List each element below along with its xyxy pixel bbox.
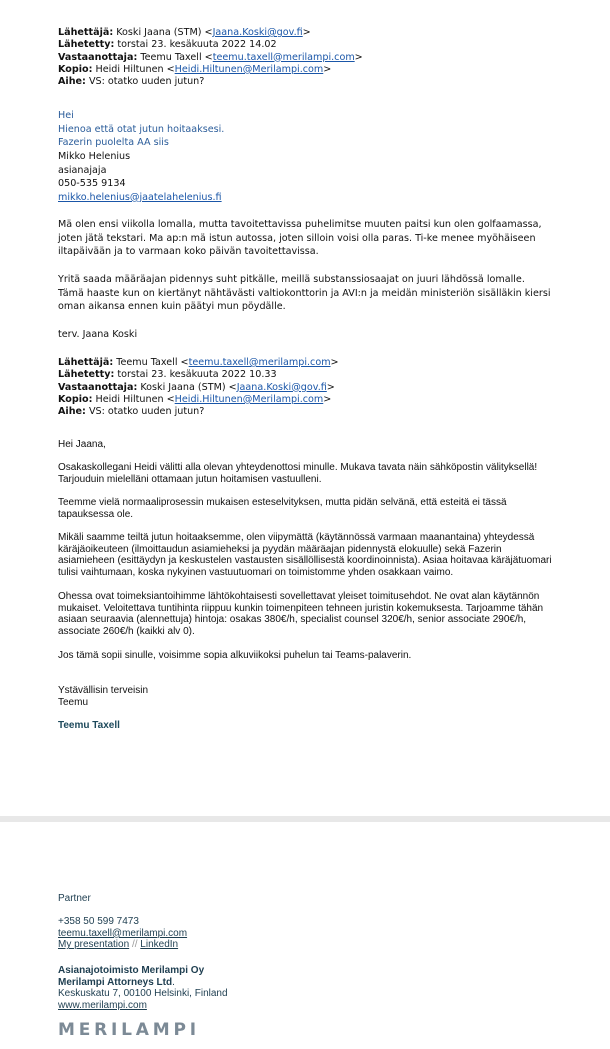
page-break-divider xyxy=(0,816,610,822)
cc-email-link[interactable]: Heidi.Hiltunen@Merilampi.com xyxy=(174,63,324,75)
footer-contact xyxy=(58,916,598,951)
company-address: Keskuskatu 7, 00100 Helsinki, Finland xyxy=(58,988,228,1000)
signature-title: asianajaja xyxy=(58,164,107,176)
link-separator: // xyxy=(131,939,138,951)
signature-email-link[interactable]: mikko.helenius@jaatelahelenius.fi xyxy=(58,191,222,203)
jaana-paragraph: Mä olen ensi viikolla lomalla, mutta tavoitettavissa puhelimitse muuten paitsi kun olen golfaamassa, joten jätä tekstari. Ma ap:n mä istun autossa, joten silloin voisi olla paras. Ti-ke menee myöhäiseen iltapäivään ja to varmaan koko päivän tavoitettavissa. xyxy=(58,219,542,258)
teemu-closing: Ystävällisin terveisin Teemu xyxy=(58,685,149,708)
from-line: Lähettäjä: Koski Jaana (STM) <Jaana.Koski@gov.fi> xyxy=(58,27,311,38)
from-email-link[interactable]: teemu.taxell@merilampi.com xyxy=(188,357,331,368)
sent-line: Lähetetty: torstai 23. kesäkuuta 2022 10.33 xyxy=(58,369,277,381)
jaana-signoff: terv. Jaana Koski xyxy=(58,329,138,340)
from-line: Lähettäjä: Teemu Taxell <teemu.taxell@merilampi.com> xyxy=(58,357,339,368)
teemu-paragraph: Osakaskollegani Heidi välitti alla olevan yhteydenottosi minulle. Mukava tavata näin sähköpostin välityksellä! Tarjouduin mielelläni ottamaan jutun hoitamisen vastuulleni. xyxy=(58,462,538,485)
footer-company xyxy=(58,965,598,1012)
website-link[interactable]: www.merilampi.com xyxy=(58,1000,147,1012)
reply-line: Hei xyxy=(58,110,74,121)
teemu-paragraph: Ohessa ovat toimeksiantoihimme lähtökohtaisesti sovellettavat yleiset toimitusehdot. Ne ovat alan käytännön mukaiset. Veloitettava tuntihinta riippuu kunkin toimenpiteen tehneen juristin kokemuksesta. Tarjoamme tähän asiaan seuraavia (alennettuja) hintoja: osakas 380€/h, specialist counsel 320€/h, senior associate 290€/h, associate 260€/h (kaikki alv 0). xyxy=(58,591,544,637)
cc-line: Kopio: Heidi Hiltunen <Heidi.Hiltunen@Merilampi.com> xyxy=(58,63,332,75)
to-email-link[interactable]: teemu.taxell@merilampi.com xyxy=(212,51,355,63)
presentation-link[interactable]: My presentation xyxy=(58,939,130,951)
subject-line: Aihe: VS: otatko uuden jutun? xyxy=(58,76,205,88)
message-header-1 xyxy=(58,27,598,88)
reply-blue-text xyxy=(58,109,598,150)
footer-phone: +358 50 599 7473 xyxy=(58,916,139,927)
reply-line: Hienoa että otat jutun hoitaaksesi. xyxy=(58,123,225,135)
to-line: Vastaanottaja: Koski Jaana (STM) <Jaana.Koski@gov.fi> xyxy=(58,381,335,393)
from-email-link[interactable]: Jaana.Koski@gov.fi xyxy=(212,27,303,38)
subject-line: Aihe: VS: otatko uuden jutun? xyxy=(58,406,205,418)
footer-role: Partner xyxy=(58,893,91,904)
to-line: Vastaanottaja: Teemu Taxell <teemu.taxell@merilampi.com> xyxy=(58,51,363,63)
linkedin-link[interactable]: LinkedIn xyxy=(140,939,179,951)
message-header-2 xyxy=(58,357,598,418)
signature-name: Mikko Helenius xyxy=(58,151,131,162)
mikko-signature xyxy=(58,150,598,204)
merilampi-logo: MERILAMPI xyxy=(58,1020,200,1040)
jaana-paragraph: Yritä saada määräajan pidennys suht pitkälle, meillä substanssiosaajat on juuri lähdössä lomalle. Tämä haaste kun on kiertänyt nähtävästi valtiokonttorin ja AVI:n ja meidän ministeriön sisälläkin kiersi oman aikansa ennen kuin päätyi mun pöydälle. xyxy=(58,274,551,313)
sent-line: Lähetetty: torstai 23. kesäkuuta 2022 14.02 xyxy=(58,39,277,51)
signature-phone: 050-535 9134 xyxy=(58,178,126,190)
company-name-fi: Asianajotoimisto Merilampi Oy xyxy=(58,965,205,976)
teemu-paragraph: Teemme vielä normaaliprosessin mukaisen esteselvityksen, mutta pidän selvänä, että esteitä ei tässä tapauksessa ole. xyxy=(58,497,507,520)
teemu-paragraph: Mikäli saamme teiltä jutun hoitaaksemme, olen viipymättä (käytännössä varmaan maanantaina) yhteydessä käräjäoikeuteen (ilmoittaudun asiamieheksi ja pyydän määräajan pidennystä elokuulle) sekä Fazerin asiamieheen (esittäydyn ja keskustelen vastausten sisällöllisestä koordinoinnista). Asiaa hoitavaa käräjätuomari tulisi vaihtumaan, koska nykyinen vastuutuomari on toimistomme yhden osakkaan vaimo. xyxy=(58,532,552,578)
teemu-paragraph: Jos tämä sopii sinulle, voisimme sopia alkuviikoksi puhelun tai Teams-palaverin. xyxy=(58,650,412,661)
cc-line: Kopio: Heidi Hiltunen <Heidi.Hiltunen@Merilampi.com> xyxy=(58,393,332,405)
footer-email-link[interactable]: teemu.taxell@merilampi.com xyxy=(58,927,188,939)
reply-line: Fazerin puolelta AA siis xyxy=(58,137,169,149)
company-name-en-line: Merilampi Attorneys Ltd. xyxy=(58,976,175,988)
company-name-en: Merilampi Attorneys Ltd xyxy=(58,976,173,988)
to-email-link[interactable]: Jaana.Koski@gov.fi xyxy=(236,381,327,393)
teemu-name: Teemu Taxell xyxy=(58,720,120,731)
footer-links xyxy=(58,939,598,951)
teemu-greeting: Hei Jaana, xyxy=(58,439,106,450)
cc-email-link[interactable]: Heidi.Hiltunen@Merilampi.com xyxy=(174,393,324,405)
